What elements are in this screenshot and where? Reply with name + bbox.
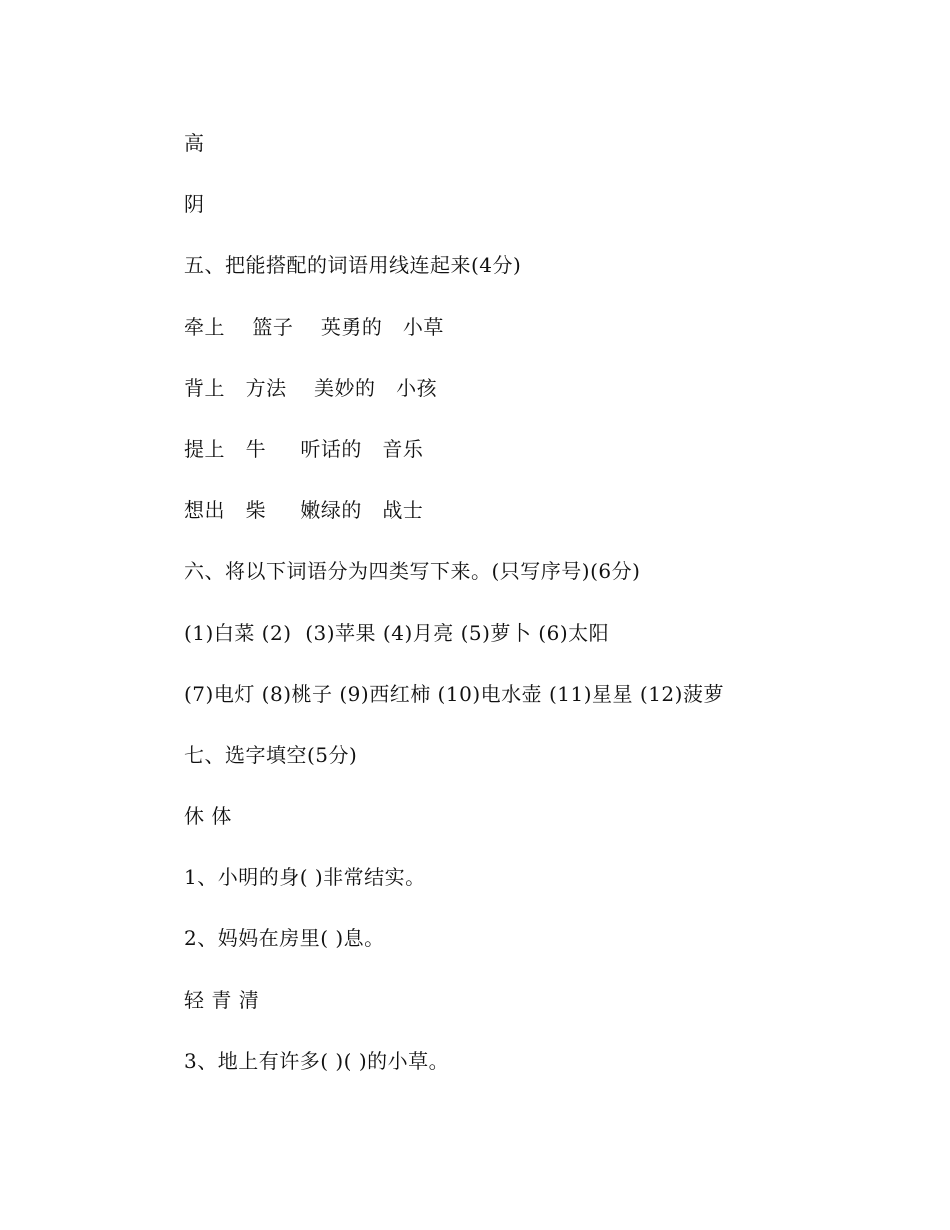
- section-heading-6: 六、将以下词语分为四类写下来。(只写序号)(6分): [184, 559, 641, 584]
- match-row-2: 背上 方法 美妙的 小孩: [184, 375, 438, 400]
- document-page: [184, 122, 904, 1101]
- match-row-4: 想出 柴 嫩绿的 战士: [184, 498, 424, 523]
- fill-blank-question-2: 2、妈妈在房里( )息。: [184, 926, 385, 951]
- text-line-yin: 阴: [184, 192, 205, 217]
- section-heading-5: 五、把能搭配的词语用线连起来(4分): [184, 253, 522, 278]
- char-choices-1: 休 体: [184, 804, 232, 829]
- text-line-gao: 高: [184, 131, 205, 155]
- word-list-row-1: (1)白菜 (2) (3)苹果 (4)月亮 (5)萝卜 (6)太阳: [184, 620, 610, 645]
- fill-blank-question-3: 3、地上有许多( )( )的小草。: [184, 1048, 450, 1073]
- match-row-3: 提上 牛 听话的 音乐: [184, 436, 424, 461]
- fill-blank-question-1: 1、小明的身( )非常结实。: [184, 865, 426, 890]
- section-heading-7: 七、选字填空(5分): [184, 742, 358, 767]
- char-choices-2: 轻 青 清: [184, 987, 260, 1012]
- match-row-1: 牵上 篮子 英勇的 小草: [184, 314, 444, 339]
- word-list-row-2: (7)电灯 (8)桃子 (9)西红柿 (10)电水壶 (11)星星 (12)菠萝: [184, 681, 724, 706]
